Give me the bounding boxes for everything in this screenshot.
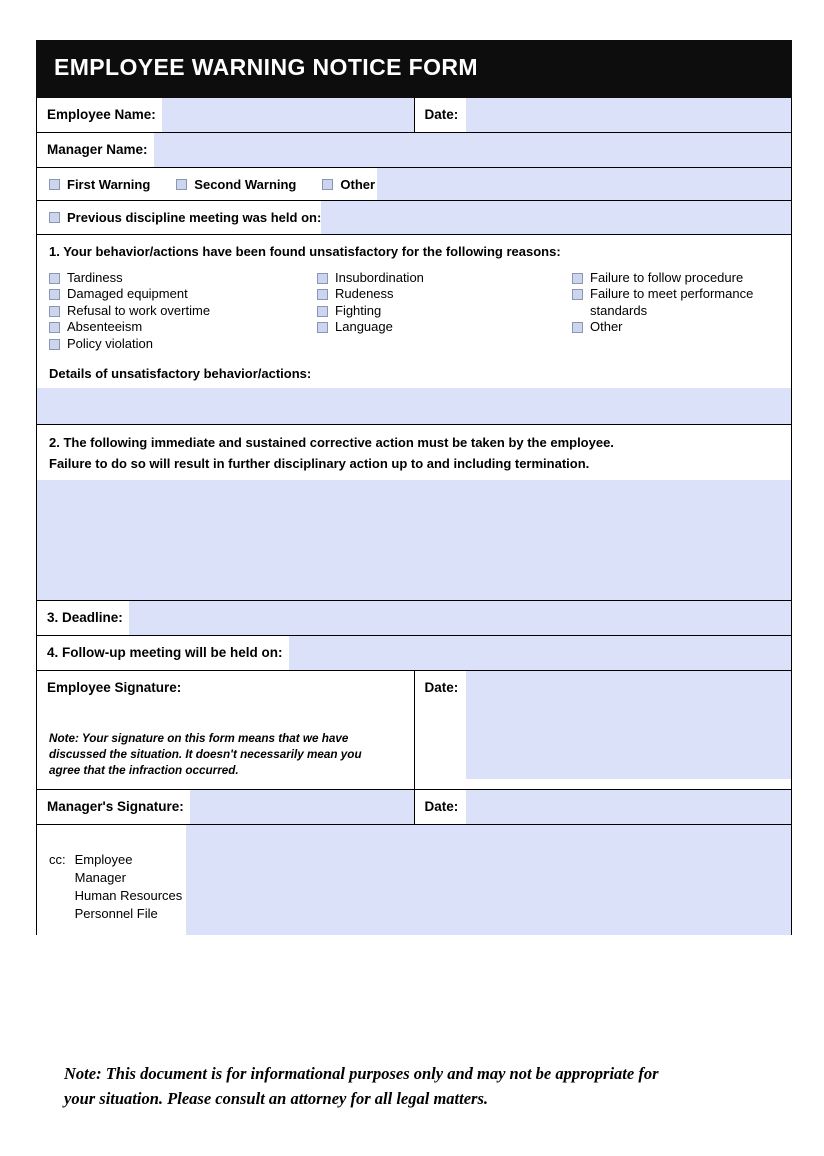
employee-date-cell	[414, 98, 792, 133]
previous-discipline-input[interactable]	[321, 201, 791, 234]
warning-type-row	[37, 168, 792, 201]
previous-discipline-cell	[37, 201, 792, 235]
section1-cell	[37, 235, 792, 425]
signature-disclaimer-note	[37, 721, 414, 789]
employee-name-row	[37, 98, 792, 133]
note-prefix: Note:	[49, 731, 79, 745]
footer-line-1: Note: This document is for informational purposes only and may not be appropriate for	[64, 1064, 659, 1083]
checkbox-icon	[572, 273, 583, 284]
checkbox-icon	[49, 179, 60, 190]
manager-signature-row	[37, 790, 792, 825]
section1-row	[37, 235, 792, 425]
previous-discipline-label: Previous discipline meeting was held on:	[67, 210, 322, 225]
checkbox-label: Language	[335, 319, 393, 335]
checkbox-icon	[572, 289, 583, 300]
manager-signature-label: Manager's Signature:	[37, 790, 190, 824]
manager-signature-cell	[37, 790, 415, 825]
checkbox-icon	[49, 322, 60, 333]
checkbox-label: First Warning	[67, 176, 151, 192]
cc-cell	[37, 825, 792, 936]
checkbox-icon	[317, 306, 328, 317]
page-title: EMPLOYEE WARNING NOTICE FORM	[54, 54, 478, 80]
checkbox-absenteeism[interactable]	[49, 319, 317, 336]
manager-signature-date-input[interactable]	[466, 790, 791, 824]
section4-cell	[37, 635, 792, 670]
employee-signature-label: Employee Signature:	[37, 671, 414, 703]
employee-name-cell	[37, 98, 415, 133]
checkbox-icon	[317, 289, 328, 300]
manager-name-label: Manager Name:	[37, 133, 154, 167]
section2-row	[37, 425, 792, 600]
manager-name-cell	[37, 133, 792, 168]
footer-line-2: your situation. Please consult an attorney for all legal matters.	[64, 1088, 488, 1108]
corrective-action-input[interactable]	[37, 480, 791, 600]
checkbox-label: Insubordination	[335, 269, 424, 285]
checkbox-icon	[317, 273, 328, 284]
title-row	[37, 41, 792, 98]
checkbox-failure-to-meet-performance-standards[interactable]	[572, 286, 791, 319]
deadline-label: 3. Deadline:	[37, 601, 129, 635]
checkbox-icon	[176, 179, 187, 190]
checkbox-other-reason[interactable]	[572, 319, 791, 336]
checkbox-label: Second Warning	[194, 176, 297, 192]
checkbox-label: Rudeness	[335, 286, 394, 302]
checkbox-insubordination[interactable]	[317, 270, 572, 287]
checkbox-icon	[572, 322, 583, 333]
section4-row	[37, 635, 792, 670]
checkbox-icon	[49, 289, 60, 300]
checkbox-failure-to-follow-procedure[interactable]	[572, 270, 791, 287]
followup-label: 4. Follow-up meeting will be held on:	[37, 636, 289, 670]
checkbox-label: Failure to follow procedure	[590, 269, 744, 285]
employee-signature-input[interactable]	[37, 703, 414, 721]
cc-list	[37, 825, 186, 935]
details-label: Details of unsatisfactory behavior/actions:	[49, 366, 312, 382]
section3-row	[37, 600, 792, 635]
checkbox-policy-violation[interactable]	[49, 336, 317, 353]
checkbox-label: Policy violation	[67, 335, 153, 351]
checkbox-label: Absenteeism	[67, 319, 143, 335]
manager-signature-input[interactable]	[190, 790, 414, 824]
checkbox-icon	[49, 212, 60, 223]
checkbox-refusal-to-work-overtime[interactable]	[49, 303, 317, 320]
reasons-column-1	[37, 270, 317, 353]
manager-signature-date-label: Date:	[415, 790, 467, 824]
section3-cell	[37, 600, 792, 635]
cc-input[interactable]	[186, 825, 791, 935]
checkbox-rudeness[interactable]	[317, 286, 572, 303]
reasons-checkbox-grid	[37, 268, 791, 361]
details-input[interactable]	[37, 388, 791, 424]
checkbox-language[interactable]	[317, 319, 572, 336]
warning-other-input[interactable]	[377, 168, 791, 200]
cc-item: Personnel File	[74, 906, 158, 922]
manager-name-input[interactable]	[154, 133, 791, 167]
note-text: Your signature on this form means that we have discussed the situation. It doesn't necessarily mean you agree that the infraction occurred.	[49, 731, 362, 777]
checkbox-fighting[interactable]	[317, 303, 572, 320]
cc-item: Manager	[74, 870, 126, 886]
warning-notice-form	[36, 40, 792, 935]
previous-discipline-row	[37, 201, 792, 235]
checkbox-first-warning[interactable]	[49, 177, 150, 192]
cc-row	[37, 825, 792, 936]
checkbox-icon	[49, 273, 60, 284]
footer-disclaimer	[64, 1062, 764, 1112]
employee-date-input[interactable]	[466, 98, 791, 132]
cc-item: Human Resources	[74, 888, 183, 904]
cc-item: Employee	[74, 852, 133, 868]
reasons-column-3	[572, 270, 791, 353]
employee-signature-date-input[interactable]	[466, 671, 791, 779]
employee-date-label: Date:	[415, 98, 467, 132]
form-table	[36, 40, 792, 935]
checkbox-label: Damaged equipment	[67, 286, 188, 302]
employee-signature-row	[37, 670, 792, 789]
checkbox-label: Other	[590, 319, 623, 335]
manager-name-row	[37, 133, 792, 168]
checkbox-previous-discipline[interactable]	[37, 201, 321, 234]
checkbox-second-warning[interactable]	[176, 177, 296, 192]
title-bar	[37, 41, 792, 98]
employee-signature-date-cell	[414, 670, 792, 789]
checkbox-icon	[322, 179, 333, 190]
section1-heading: 1. Your behavior/actions have been found unsatisfactory for the following reasons:	[49, 244, 561, 259]
checkbox-label: Fighting	[335, 302, 382, 318]
checkbox-other-warning[interactable]	[322, 177, 377, 192]
section2-heading	[37, 425, 791, 479]
employee-name-label: Employee Name:	[37, 98, 162, 132]
manager-signature-date-cell	[414, 790, 792, 825]
deadline-input[interactable]	[129, 601, 791, 635]
reasons-column-2	[317, 270, 572, 353]
employee-signature-cell	[37, 670, 415, 789]
checkbox-label: Tardiness	[67, 269, 123, 285]
checkbox-damaged-equipment[interactable]	[49, 286, 317, 303]
cc-key-label: cc:	[49, 852, 66, 868]
checkbox-icon	[49, 306, 60, 317]
section2-line2: Failure to do so will result in further disciplinary action up to and including termination.	[49, 455, 590, 471]
followup-input[interactable]	[289, 636, 792, 670]
checkbox-label: Failure to meet performance standards	[590, 286, 754, 318]
checkbox-label: Other	[340, 176, 376, 192]
employee-name-input[interactable]	[162, 98, 414, 132]
checkbox-icon	[49, 339, 60, 350]
section2-line1: 2. The following immediate and sustained corrective action must be taken by the employee.	[49, 435, 614, 451]
checkbox-icon	[317, 322, 328, 333]
warning-type-cell	[37, 168, 792, 201]
checkbox-label: Refusal to work overtime	[67, 302, 211, 318]
employee-signature-date-label: Date:	[415, 671, 467, 779]
section2-cell	[37, 425, 792, 600]
checkbox-tardiness[interactable]	[49, 270, 317, 287]
